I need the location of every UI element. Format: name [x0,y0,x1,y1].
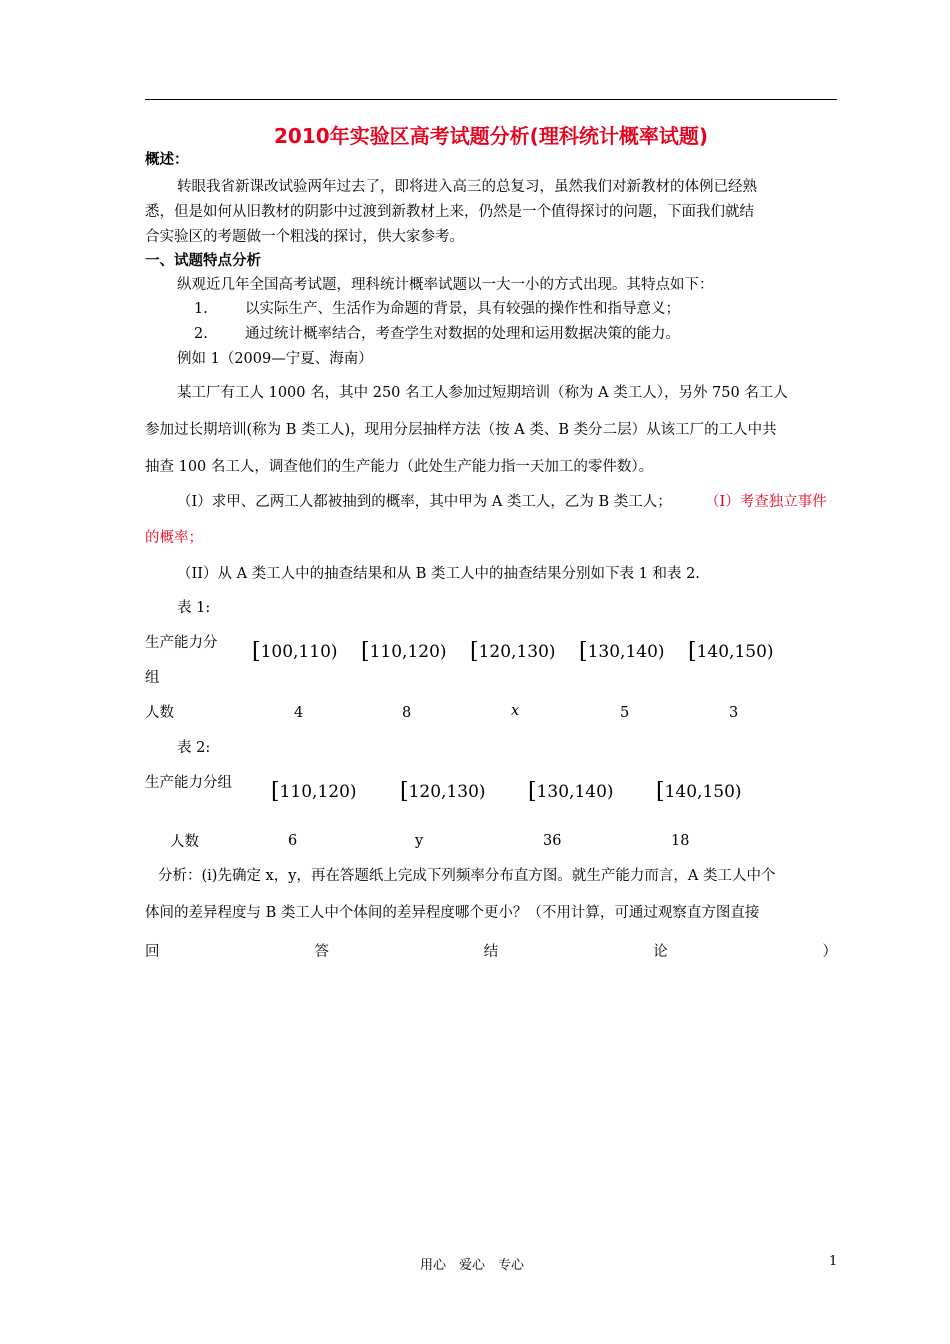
point-1-text: 以实际生产、生活作为命题的背景，具有较强的操作性和指导意义； [245,301,680,317]
part1-text: （I）求甲、乙两工人都被抽到的概率，其中甲为 A 类工人，乙为 B 类工人； [177,494,672,510]
table1-value: 4 [294,705,304,721]
table2-row-label: 人数 [170,834,199,850]
analysis-char: 结 [483,944,499,960]
analysis-line-2: 体间的差异程度与 B 类工人中个体间的差异程度哪个更小？（不用计算，可通过观察直方图直接 [145,905,760,921]
page-number: 1 [829,1254,838,1269]
table2-label: 表 2: [177,740,211,756]
table2-interval: [140,150) [656,779,742,804]
footer-motto: 用心 爱心 专心 [420,1258,525,1273]
table1-header-a: 生产能力分 [145,635,218,651]
part1-note-a: （I）考查独立事件 [705,494,827,510]
point-1-number: 1. [194,301,208,317]
table1-value: x [511,703,520,719]
table1-interval: [110,120) [361,639,447,664]
problem-line-1: 某工厂有工人 1000 名，其中 250 名工人参加过短期培训（称为 A 类工人），另外 750 名工人 [177,385,788,401]
problem-line-2: 参加过长期培训(称为 B 类工人)，现用分层抽样方法（按 A 类、B 类分二层）从该工厂的工人中共 [145,422,777,438]
table1-label: 表 1: [177,600,211,616]
table1-interval: [120,130) [470,639,556,664]
table2-interval: [120,130) [400,779,486,804]
table1-value: 5 [620,705,630,721]
analysis-line-1: 分析：(ⅰ)先确定 x，y，再在答题纸上完成下列频率分布直方图。就生产能力而言，A 类工人中个 [158,868,776,884]
table1-interval: [140,150) [688,639,774,664]
overview-heading: 概述： [145,152,189,168]
point-2-text: 通过统计概率结合，考查学生对数据的处理和运用数据决策的能力。 [245,326,680,342]
section1-intro: 纵观近几年全国高考试题，理科统计概率试题以一大一小的方式出现。其特点如下： [177,277,714,293]
problem-line-3: 抽查 100 名工人，调查他们的生产能力（此处生产能力指一天加工的零件数）。 [145,459,654,475]
point-2-number: 2. [194,326,208,342]
table1-interval: [100,110) [252,639,338,664]
analysis-char: ） [822,944,837,960]
analysis-line-3 [145,940,837,961]
analysis-char: 论 [653,944,668,960]
overview-line-2: 悉，但是如何从旧教材的阴影中过渡到新教材上来，仍然是一个值得探讨的问题，下面我们就结 [145,204,754,220]
overview-line-3: 合实验区的考题做一个粗浅的探讨，供大家参考。 [145,229,464,245]
overview-line-1: 转眼我省新课改试验两年过去了，即将进入高三的总复习，虽然我们对新教材的体例已经熟 [177,179,757,195]
table2-value: 18 [671,833,690,849]
table2-value: y [415,833,424,849]
table2-value: 6 [288,833,298,849]
table1-row-label: 人数 [145,705,174,721]
table1-header-b: 组 [145,670,160,686]
section1-heading: 一、试题特点分析 [145,253,261,269]
part2-text: （II）从 A 类工人中的抽查结果和从 B 类工人中的抽查结果分别如下表 1 和表 2. [177,566,700,582]
table1-value: 8 [402,705,412,721]
table2-interval: [130,140) [528,779,614,804]
table2-value: 36 [543,833,562,849]
table2-header: 生产能力分组 [145,775,232,791]
table1-interval: [130,140) [579,639,665,664]
table1-value: 3 [729,705,739,721]
analysis-char: 答 [314,944,329,960]
header-rule [145,99,837,100]
part1-note-b: 的概率； [145,530,203,546]
analysis-char: 回 [145,944,160,960]
table2-interval: [110,120) [271,779,357,804]
example-label: 例如 1（2009—宁夏、海南） [177,351,373,367]
document-title: 2010年实验区高考试题分析(理科统计概率试题) [274,124,708,148]
